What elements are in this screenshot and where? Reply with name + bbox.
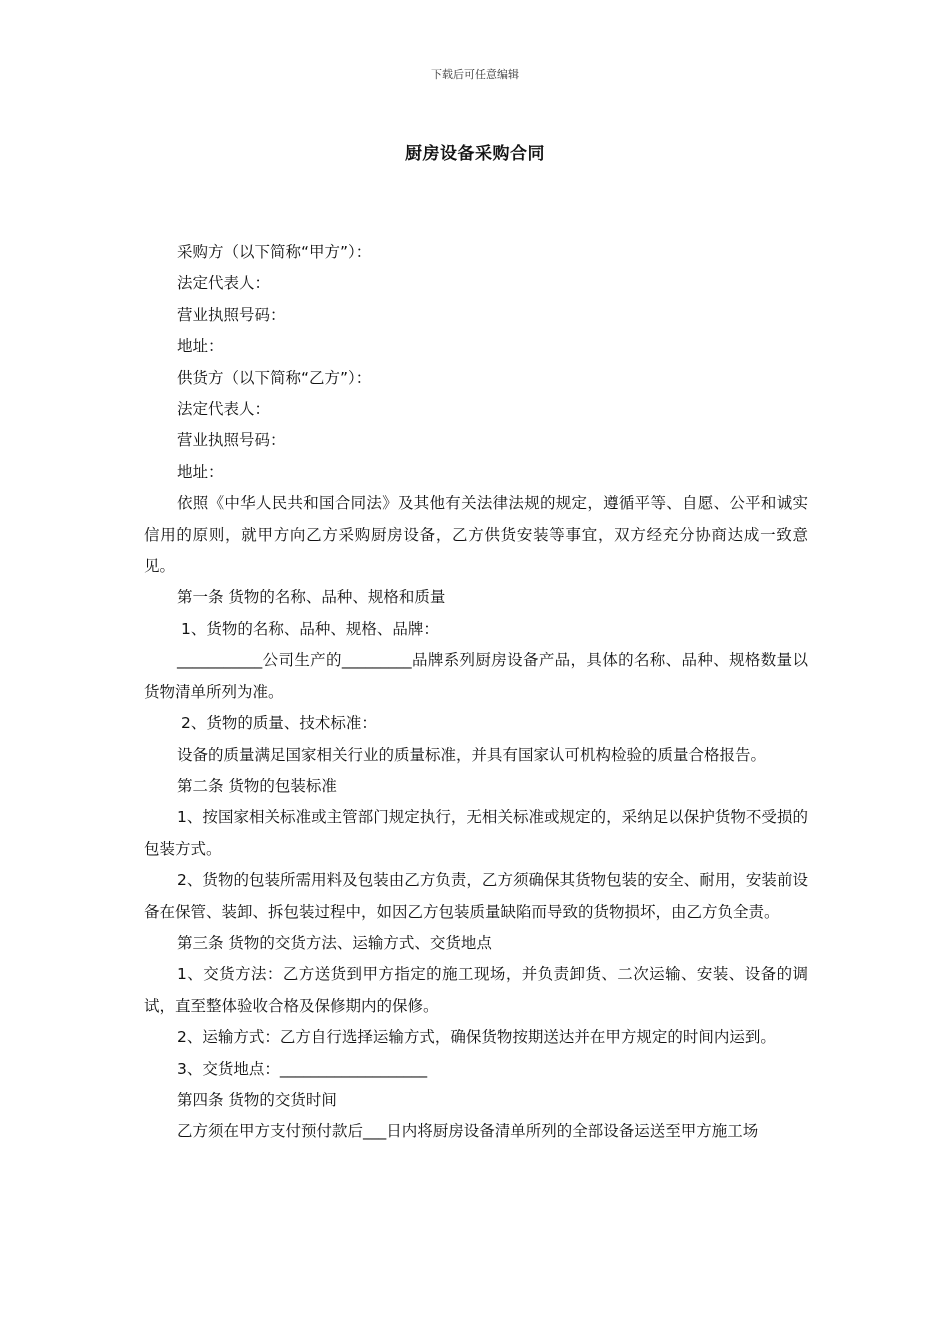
- paragraph-supplier: 供货方（以下简称“乙方”）：: [177, 368, 372, 387]
- paragraph-purchaser-license: 营业执照号码：: [177, 305, 286, 324]
- paragraph-supplier-address: 地址：: [177, 462, 224, 481]
- article-4-heading: 第四条 货物的交货时间: [177, 1090, 337, 1109]
- article-1-item-1: 1、货物的名称、品种、规格、品牌：: [181, 619, 439, 638]
- article-2-item-1: 1、按国家相关标准或主管部门规定执行，无相关标准或规定的，采纳足以保护货物不受损的包装方式。: [144, 808, 808, 858]
- paragraph-supplier-legal-rep: 法定代表人：: [177, 400, 271, 419]
- article-3-heading: 第三条 货物的交货方法、运输方式、交货地点: [177, 933, 492, 952]
- document-title: 厨房设备采购合同: [405, 144, 545, 164]
- paragraph-purchaser-legal-rep: 法定代表人：: [177, 274, 271, 293]
- header-note: 下载后可任意编辑: [431, 68, 519, 81]
- article-3-item-2: 2、运输方式：乙方自行选择运输方式，确保货物按期送达并在甲方规定的时间内运到。: [177, 1028, 776, 1047]
- paragraph-supplier-license: 营业执照号码：: [177, 431, 286, 450]
- paragraph-purchaser-address: 地址：: [177, 337, 224, 356]
- paragraph-preamble: 依照《中华人民共和国合同法》及其他有关法律法规的规定，遵循平等、自愿、公平和诚实信用的原则，就甲方向乙方采购厨房设备，乙方供货安装等事宜，双方经充分协商达成一致意见。: [144, 494, 808, 576]
- article-3-item-3: 3、交货地点：___________________: [177, 1059, 428, 1078]
- article-3-item-1: 1、交货方法：乙方送货到甲方指定的施工现场，并负责卸货、二次运输、安装、设备的调试，直至整体验收合格及保修期内的保修。: [144, 965, 808, 1015]
- article-1-item-1-body: ___________公司生产的_________品牌系列厨房设备产品，具体的名称、品种、规格数量以货物清单所列为准。: [144, 651, 808, 701]
- article-1-item-2: 2、货物的质量、技术标准：: [181, 714, 377, 733]
- article-2-heading: 第二条 货物的包装标准: [177, 776, 337, 795]
- article-4-body: 乙方须在甲方支付预付款后___日内将厨房设备清单所列的全部设备运送至甲方施工场: [177, 1122, 759, 1141]
- document-body: [144, 237, 808, 1148]
- article-1-item-2-body: 设备的质量满足国家相关行业的质量标准，并具有国家认可机构检验的质量合格报告。: [177, 745, 767, 764]
- article-1-heading: 第一条 货物的名称、品种、规格和质量: [177, 588, 446, 607]
- paragraph-purchaser: 采购方（以下简称“甲方”）：: [177, 243, 372, 261]
- article-2-item-2: 2、货物的包装所需用料及包装由乙方负责，乙方须确保其货物包装的安全、耐用，安装前设备在保管、装卸、拆包装过程中，如因乙方包装质量缺陷而导致的货物损坏，由乙方负全责。: [144, 871, 808, 921]
